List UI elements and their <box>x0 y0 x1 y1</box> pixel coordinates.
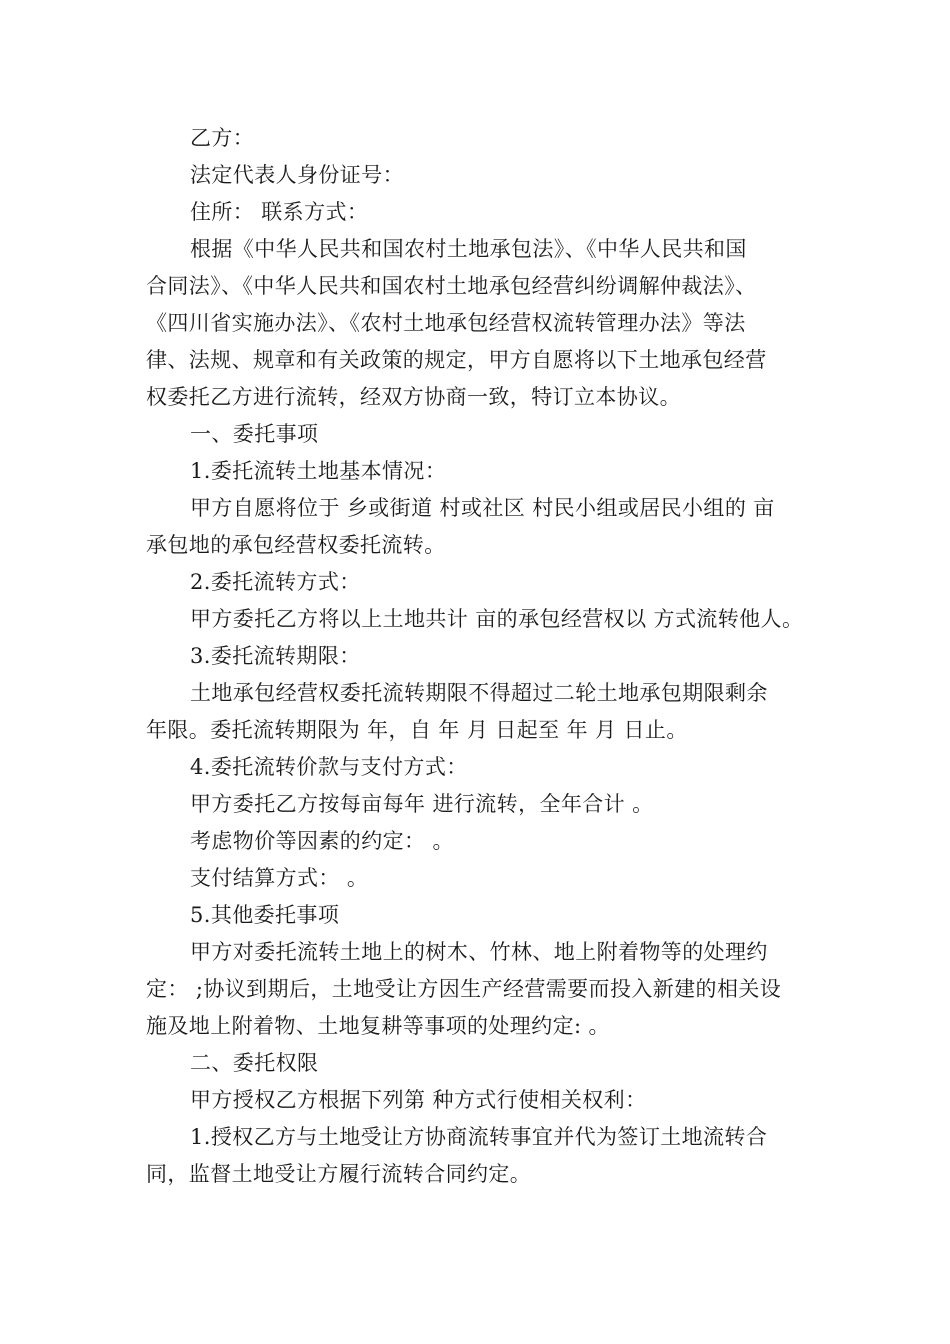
intro-line: 权委托乙方进行流转，经双方协商一致，特订立本协议。 <box>146 385 681 409</box>
subsection-heading: 5.其他委托事项 <box>190 903 340 927</box>
section-heading: 二、委托权限 <box>190 1051 319 1075</box>
party-b-block <box>146 120 826 231</box>
body-line: 甲方委托乙方将以上土地共计 亩的承包经营权以 方式流转他人。 <box>190 607 804 631</box>
body-line: 甲方自愿将位于 乡或街道 村或社区 村民小组或居民小组的 亩 <box>190 496 775 520</box>
section-one <box>146 416 826 1045</box>
body-line: 承包地的承包经营权委托流转。 <box>146 533 446 557</box>
section-heading: 一、委托事项 <box>190 422 319 446</box>
legal-rep-id-label: 法定代表人身份证号： <box>190 163 404 187</box>
body-line: 甲方授权乙方根据下列第 种方式行使相关权利： <box>190 1088 647 1112</box>
address-contact-label: 住所： 联系方式： <box>190 200 369 224</box>
body-line: 土地承包经营权委托流转期限不得超过二轮土地承包期限剩余 <box>190 681 768 705</box>
body-line: 考虑物价等因素的约定： 。 <box>190 829 454 853</box>
intro-line: 根据《中华人民共和国农村土地承包法》、《中华人民共和国 <box>190 237 747 261</box>
subsection-heading: 2.委托流转方式： <box>190 570 361 594</box>
intro-line: 律、法规、规章和有关政策的规定，甲方自愿将以下土地承包经营 <box>146 348 767 372</box>
intro-line: 合同法》、《中华人民共和国农村土地承包经营纠纷调解仲裁法》、 <box>146 274 757 298</box>
body-line: 支付结算方式： 。 <box>190 866 369 890</box>
body-line: 同，监督土地受让方履行流转合同约定。 <box>146 1162 532 1186</box>
subsection-heading: 3.委托流转期限： <box>190 644 361 668</box>
intro-paragraph <box>146 231 826 416</box>
body-line: 年限。委托流转期限为 年，自 年 月 日起至 年 月 日止。 <box>146 718 688 742</box>
party-b-label: 乙方： <box>190 126 255 150</box>
intro-line: 《四川省实施办法》、《农村土地承包经营权流转管理办法》等法 <box>146 311 746 335</box>
body-line: 1.授权乙方与土地受让方协商流转事宜并代为签订土地流转合 <box>190 1125 768 1149</box>
body-line: 施及地上附着物、土地复耕等事项的处理约定: 。 <box>146 1014 610 1038</box>
section-two <box>146 1045 826 1193</box>
subsection-heading: 4.委托流转价款与支付方式： <box>190 755 468 779</box>
body-line: 甲方对委托流转土地上的树木、竹林、地上附着物等的处理约 <box>190 940 768 964</box>
body-line: 定： ;协议到期后，土地受让方因生产经营需要而投入新建的相关设 <box>146 977 782 1001</box>
subsection-heading: 1.委托流转土地基本情况： <box>190 459 447 483</box>
body-line: 甲方委托乙方按每亩每年 进行流转，全年合计 。 <box>190 792 654 816</box>
